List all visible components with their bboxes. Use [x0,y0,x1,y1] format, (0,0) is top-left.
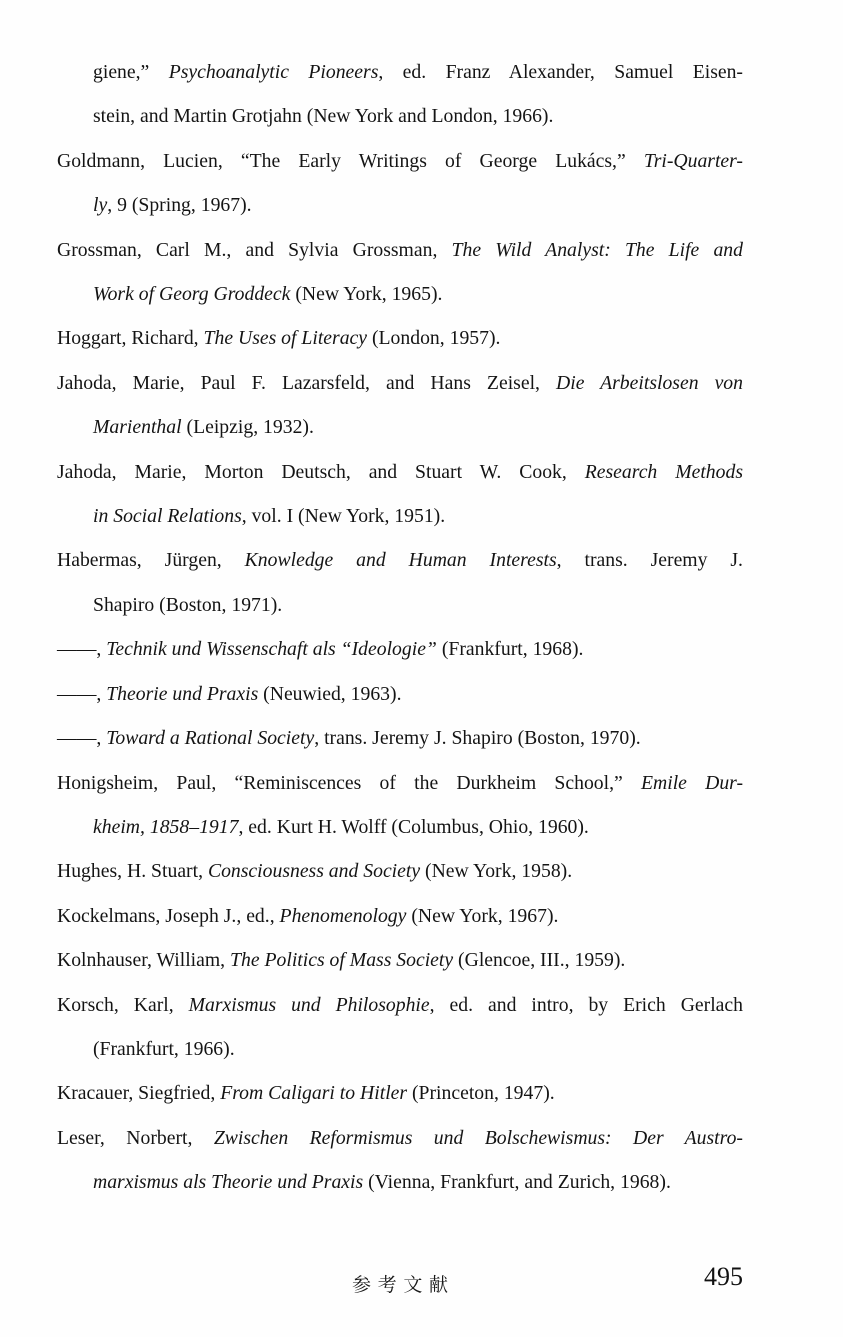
page-footer [57,1262,743,1304]
entry-text: Korsch, Karl, [57,993,189,1016]
entry-line [57,139,743,183]
title-italic-text: Theorie und Praxis [106,682,259,705]
entry-text: (Frankfurt, 1968). [436,638,584,661]
entry-text: , trans. Jeremy J. Shapiro (Boston, 1970). [314,727,641,750]
bibliography-entry [57,894,743,938]
entry-text: (New York, 1958). [420,860,573,883]
entry-line [57,405,743,449]
entry-text: , ed. and intro, by Erich Gerlach [429,993,743,1016]
entry-text: Leser, Norbert, [57,1126,214,1149]
entry-line [57,983,743,1027]
entry-text: (Glencoe, III., 1959). [453,949,626,972]
bibliography-entry [57,849,743,893]
entry-line [57,316,743,360]
entry-text: , ed. Franz Alexander, Samuel Eisen- [378,61,743,83]
entry-line [57,228,743,272]
entry-text: Grossman, Carl M., and Sylvia Grossman, [57,238,452,261]
entry-text: giene,” [93,61,169,83]
bibliography-entry [57,938,743,982]
entry-text: ——, [57,638,107,661]
entry-text: (London, 1957). [367,327,501,350]
entry-text: (Vienna, Frankfurt, and Zurich, 1968). [363,1171,671,1194]
title-italic-text: Work of Georg Groddeck [93,283,291,306]
entry-text: Jahoda, Marie, Morton Deutsch, and Stuart W. Cook, [57,460,585,483]
bibliography-entry [57,228,743,317]
title-italic-text: ly [93,194,108,217]
entry-line [57,50,743,94]
entry-line [57,94,743,138]
entry-line [57,761,743,805]
title-italic-text: Tri-Quarter- [643,149,743,172]
title-italic-text: Marienthal [93,416,182,439]
entry-line [57,583,743,627]
title-italic-text: Psychoanalytic Pioneers [168,61,379,83]
entry-line [57,1160,743,1204]
entry-line [57,849,743,893]
entry-text: Hughes, H. Stuart, [57,860,208,883]
title-italic-text: Knowledge and Human Interests [244,549,557,572]
bibliography-entry [57,627,743,671]
page-number: 495 [704,1262,743,1291]
bibliography-entry [57,1071,743,1115]
entry-line [57,1071,743,1115]
entry-line [57,538,743,582]
entry-text: , 9 (Spring, 1967). [107,194,252,217]
title-italic-text: in Social Relations [93,505,242,528]
footer-section-label: 参考文献 [352,1274,455,1296]
entry-text: (Leipzig, 1932). [181,416,314,439]
entry-text: , trans. Jeremy J. [556,549,743,572]
entry-line [57,938,743,982]
entry-text: Goldmann, Lucien, “The Early Writings of George Lukács,” [57,149,644,172]
entry-text: (Princeton, 1947). [407,1082,555,1105]
bibliography-entry [57,538,743,627]
entry-line [57,183,743,227]
entry-line [57,1027,743,1071]
title-italic-text: The Politics of Mass Society [230,949,454,972]
entry-text: Honigsheim, Paul, “Reminiscences of the Durkheim School,” [57,771,641,794]
entry-text: (New York, 1965). [290,283,443,306]
title-italic-text: Phenomenology [279,904,407,927]
title-italic-text: From Caligari to Hitler [220,1082,408,1105]
entry-text: ——, [57,727,107,750]
entry-text: stein, and Martin Grotjahn (New York and London, 1966). [93,105,554,128]
entry-text: (New York, 1967). [406,904,559,927]
entry-text: Kockelmans, Joseph J., ed., [57,904,280,927]
title-italic-text: Die Arbeitslosen von [556,371,743,394]
bibliography-entry [57,50,743,139]
entry-text: ——, [57,682,107,705]
entry-text: Habermas, Jürgen, [57,549,245,572]
entry-text: Jahoda, Marie, Paul F. Lazarsfeld, and Hans Zeisel, [57,371,556,394]
title-italic-text: Technik und Wissenschaft als “Ideologie” [106,638,437,661]
entry-line [57,805,743,849]
bibliography-entry [57,316,743,360]
bibliography-entry [57,361,743,450]
title-italic-text: Zwischen Reformismus und Bolschewismus: Der Austro- [213,1126,743,1149]
entry-text: , ed. Kurt H. Wolff (Columbus, Ohio, 1960). [238,815,589,838]
title-italic-text: Toward a Rational Society [106,727,315,750]
title-italic-text: Research Methods [584,460,743,483]
title-italic-text: kheim, 1858–1917 [93,815,239,838]
title-italic-text: Consciousness and Society [207,860,421,883]
bibliography-entry [57,716,743,760]
entry-line [57,894,743,938]
bibliography-entry [57,983,743,1072]
entry-text: Kolnhauser, William, [57,949,231,972]
entry-line [57,1116,743,1160]
entry-text: Hoggart, Richard, [57,327,204,350]
title-italic-text: Emile Dur- [640,771,743,794]
entry-text: (Neuwied, 1963). [258,682,402,705]
title-italic-text: marxismus als Theorie und Praxis [93,1171,364,1194]
entry-line [57,627,743,671]
bibliography-entry [57,1116,743,1205]
entry-line [57,361,743,405]
bibliography-entry [57,761,743,850]
entry-line [57,272,743,316]
entry-line [57,672,743,716]
entry-line [57,450,743,494]
entry-text: Kracauer, Siegfried, [57,1082,221,1105]
entry-text: (Frankfurt, 1966). [93,1037,235,1060]
entry-line [57,716,743,760]
bibliography-list [57,50,743,1205]
bibliography-entry [57,139,743,228]
entry-text: , vol. I (New York, 1951). [241,505,446,528]
title-italic-text: The Uses of Literacy [203,327,368,350]
title-italic-text: The Wild Analyst: The Life and [451,238,743,261]
bibliography-entry [57,672,743,716]
bibliography-entry [57,450,743,539]
entry-line [57,494,743,538]
title-italic-text: Marxismus und Philosophie [188,993,430,1016]
entry-text: Shapiro (Boston, 1971). [93,593,283,616]
